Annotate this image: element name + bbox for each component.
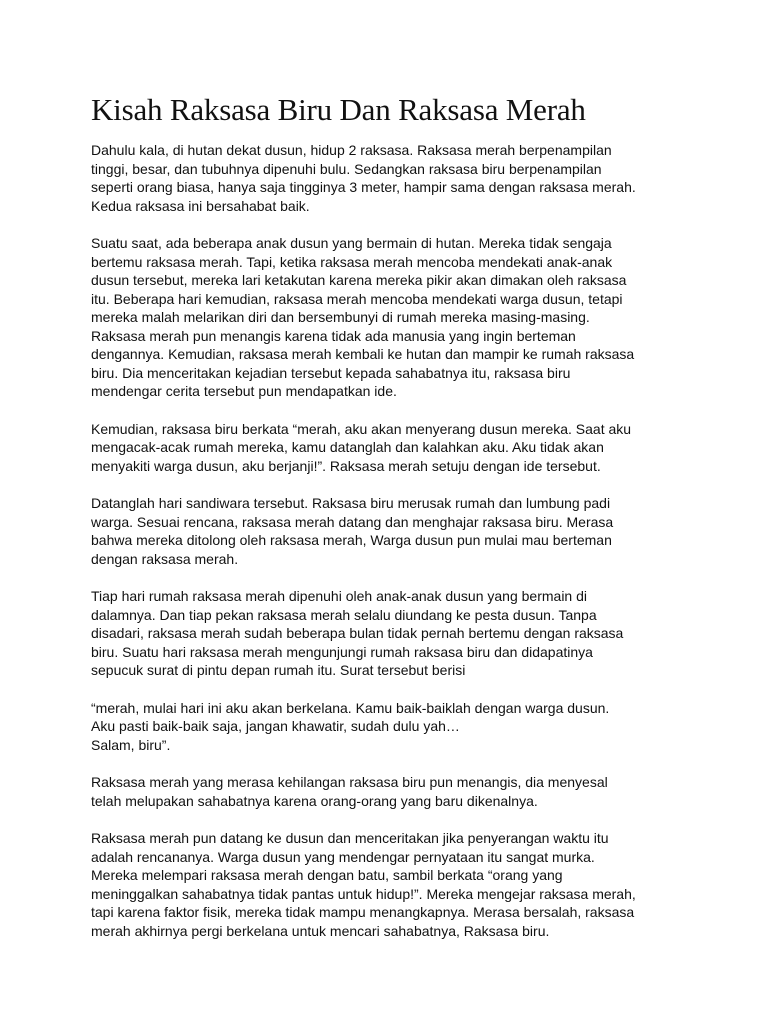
- text-line: Aku pasti baik-baik saja, jangan khawatir, sudah dulu yah…: [91, 718, 460, 734]
- text-line: warga. Sesuai rencana, raksasa merah datang dan menghajar raksasa biru. Merasa: [91, 513, 614, 530]
- paragraph-8: [91, 829, 691, 940]
- document-title: Kisah Raksasa Biru Dan Raksasa Merah: [91, 92, 586, 127]
- text-line: mengacak-acak rumah mereka, kamu datanglah dan kalahkan aku. Aku tidak akan: [91, 439, 604, 455]
- document-page: [91, 92, 691, 959]
- text-line: adalah rencananya. Warga dusun yang mendengar pernyataan itu sangat murka.: [91, 848, 595, 865]
- paragraph-3: [91, 420, 691, 476]
- text-line: Salam, biru”.: [91, 736, 171, 753]
- paragraph-2: [91, 234, 691, 401]
- text-line: seperti orang biasa, hanya saja tingginya 3 meter, hampir sama dengan raksasa merah.: [91, 179, 636, 195]
- text-line: Tiap hari rumah raksasa merah dipenuhi oleh anak-anak dusun yang bermain di: [91, 588, 587, 604]
- text-line: menyakiti warga dusun, aku berjanji!”. Raksasa merah setuju dengan ide tersebut.: [91, 457, 601, 474]
- text-line: Datanglah hari sandiwara tersebut. Raksasa biru merusak rumah dan lumbung padi: [91, 495, 611, 511]
- text-line: disadari, raksasa merah sudah beberapa bulan tidak pernah bertemu dengan raksasa: [91, 625, 624, 641]
- text-line: Suatu saat, ada beberapa anak dusun yang bermain di hutan. Mereka tidak sengaja: [91, 235, 612, 251]
- paragraph-1: [91, 141, 691, 215]
- paragraph-7: [91, 773, 691, 810]
- text-line: sepucuk surat di pintu depan rumah itu. Surat tersebut berisi: [91, 662, 466, 678]
- text-line: Raksasa merah yang merasa kehilangan raksasa biru pun menangis, dia menyesal: [91, 774, 608, 790]
- text-line: dusun tersebut, mereka lari ketakutan karena mereka pikir akan dimakan oleh raksasa: [91, 272, 627, 288]
- text-line: telah melupakan sahabatnya karena orang-orang yang baru dikenalnya.: [91, 792, 538, 809]
- text-line: dengannya. Kemudian, raksasa merah kembali ke hutan dan mampir ke rumah raksasa: [91, 346, 635, 362]
- text-line: bertemu raksasa merah. Tapi, ketika raksasa merah mencoba mendekati anak-anak: [91, 253, 613, 270]
- text-line: tapi karena faktor fisik, mereka tidak mampu menangkapnya. Merasa bersalah, raksasa: [91, 904, 635, 920]
- text-line: biru. Suatu hari raksasa merah mengunjungi rumah raksasa biru dan didapatinya: [91, 643, 593, 660]
- text-line: Raksasa merah pun datang ke dusun dan menceritakan jika penyerangan waktu itu: [91, 830, 609, 846]
- text-line: bahwa mereka ditolong oleh raksasa merah, Warga dusun pun mulai mau berteman: [91, 532, 612, 548]
- text-line: biru. Dia menceritakan kejadian tersebut kepada sahabatnya itu, raksasa biru: [91, 364, 571, 381]
- text-line: meninggalkan sahabatnya tidak pantas untuk hidup!”. Mereka mengejar raksasa merah,: [91, 885, 636, 902]
- paragraph-5: [91, 587, 691, 680]
- text-line: “merah, mulai hari ini aku akan berkelana. Kamu baik-baiklah dengan warga dusun.: [91, 699, 610, 716]
- text-line: merah akhirnya pergi berkelana untuk mencari sahabatnya, Raksasa biru.: [91, 922, 550, 939]
- paragraph-6: [91, 699, 691, 755]
- text-line: mereka malah melarikan diri dan bersembunyi di rumah mereka masing-masing.: [91, 309, 590, 325]
- text-line: Kedua raksasa ini bersahabat baik.: [91, 197, 310, 214]
- text-line: itu. Beberapa hari kemudian, raksasa merah mencoba mendekati warga dusun, tetapi: [91, 290, 623, 307]
- text-line: dalamnya. Dan tiap pekan raksasa merah selalu diundang ke pesta dusun. Tanpa: [91, 606, 597, 623]
- text-line: Dahulu kala, di hutan dekat dusun, hidup 2 raksasa. Raksasa merah berpenampilan: [91, 142, 612, 158]
- text-line: Kemudian, raksasa biru berkata “merah, aku akan menyerang dusun mereka. Saat aku: [91, 420, 632, 437]
- text-line: mendengar cerita tersebut pun mendapatkan ide.: [91, 383, 397, 399]
- text-line: tinggi, besar, dan tubuhnya dipenuhi bulu. Sedangkan raksasa biru berpenampilan: [91, 160, 602, 177]
- text-line: dengan raksasa merah.: [91, 550, 239, 567]
- paragraph-4: [91, 494, 691, 568]
- text-line: Mereka melempari raksasa merah dengan batu, sambil berkata “orang yang: [91, 867, 563, 883]
- text-line: Raksasa merah pun menangis karena tidak ada manusia yang ingin berteman: [91, 327, 576, 344]
